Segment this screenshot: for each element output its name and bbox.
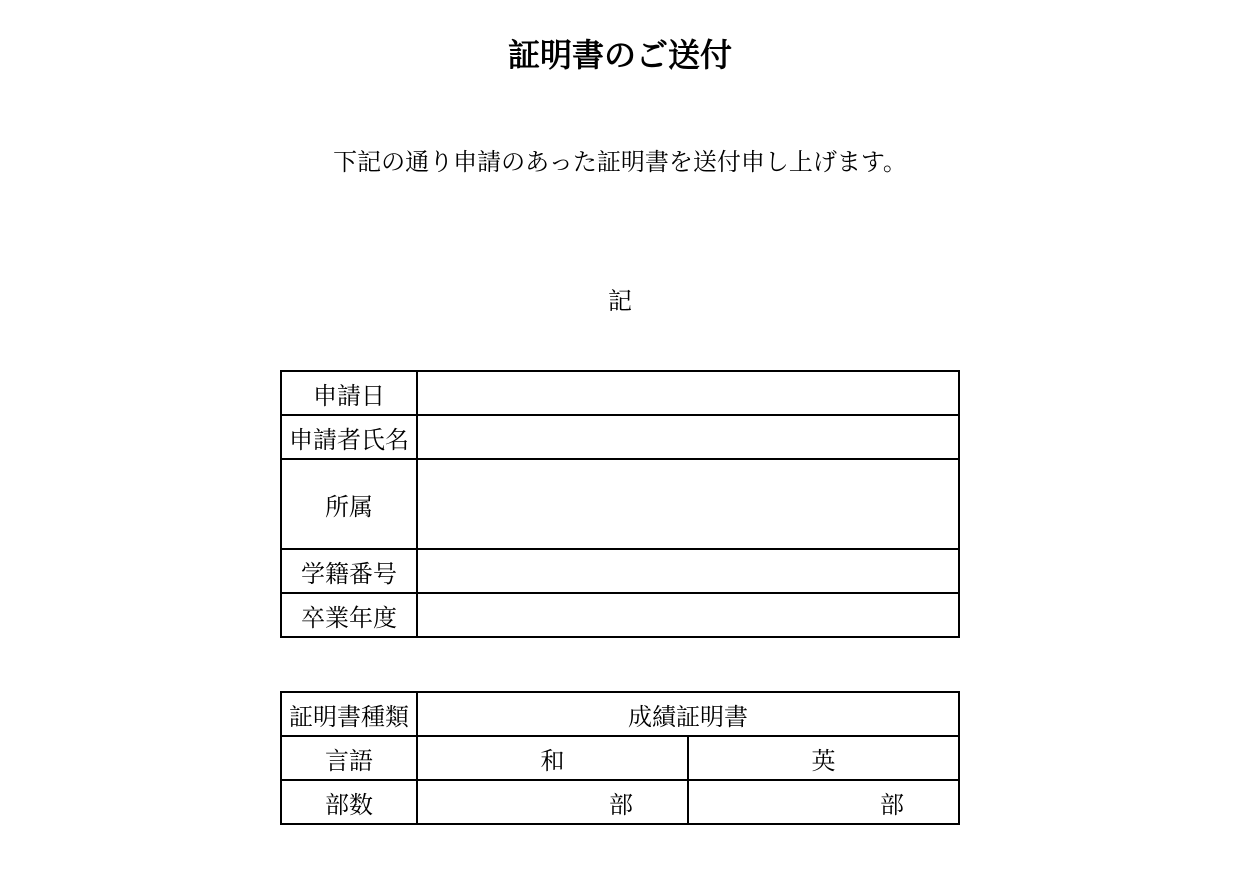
affiliation-label: 所属 [281,459,417,549]
copies-japanese-unit: 部 [609,790,633,819]
graduation-year-label: 卒業年度 [281,593,417,637]
certificate-type-value: 成績証明書 [417,692,959,736]
certificate-table [280,691,960,825]
ki-heading: 記 [608,287,632,315]
affiliation-field[interactable] [417,459,959,549]
applicant-info-table [280,370,960,638]
student-id-field[interactable] [417,549,959,593]
document-title: 証明書のご送付 [507,36,732,74]
intro-text: 下記の通り申請のあった証明書を送付申し上げます。 [333,148,907,176]
row-language [281,736,959,780]
row-copies [281,780,959,824]
row-certificate-type [281,692,959,736]
copies-japanese-field[interactable] [417,780,688,824]
copies-english-field[interactable] [688,780,959,824]
applicant-name-field[interactable] [417,415,959,459]
copies-english-unit: 部 [880,790,904,819]
copies-label: 部数 [281,780,417,824]
row-applicant-name [281,415,959,459]
student-id-label: 学籍番号 [281,549,417,593]
row-graduation-year [281,593,959,637]
applicant-name-label: 申請者氏名 [281,415,417,459]
language-english: 英 [688,736,959,780]
row-affiliation [281,459,959,549]
row-application-date [281,371,959,415]
language-japanese: 和 [417,736,688,780]
language-label: 言語 [281,736,417,780]
row-student-id [281,549,959,593]
application-date-label: 申請日 [281,371,417,415]
application-date-field[interactable] [417,371,959,415]
graduation-year-field[interactable] [417,593,959,637]
certificate-type-label: 証明書種類 [281,692,417,736]
